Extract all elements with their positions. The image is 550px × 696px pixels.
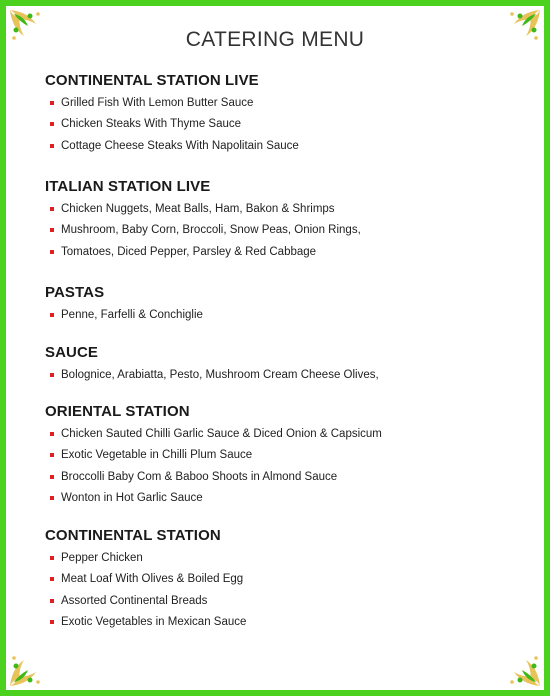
list-item	[45, 368, 524, 383]
list-item	[45, 96, 524, 111]
section-heading: ORIENTAL STATION	[45, 403, 190, 420]
bullet-icon	[50, 599, 54, 603]
item-text: Penne, Farfelli & Conchiglie	[61, 309, 203, 321]
menu-section	[45, 284, 524, 329]
bullet-icon	[50, 577, 54, 581]
list-item	[45, 308, 524, 323]
item-text: Bolognice, Arabiatta, Pesto, Mushroom Cream Cheese Olives,	[61, 369, 379, 381]
menu-section	[45, 403, 524, 513]
bullet-icon	[50, 453, 54, 457]
menu-section	[45, 178, 524, 266]
bullet-icon	[50, 313, 54, 317]
list-item	[45, 448, 524, 463]
section-heading: CONTINENTAL STATION LIVE	[45, 72, 259, 89]
list-item	[45, 139, 524, 154]
item-list	[45, 308, 524, 323]
section-heading: ITALIAN STATION LIVE	[45, 178, 211, 195]
bullet-icon	[50, 432, 54, 436]
menu-section	[45, 527, 524, 637]
bullet-icon	[50, 620, 54, 624]
list-item	[45, 572, 524, 587]
item-list	[45, 551, 524, 630]
item-text: Exotic Vegetables in Mexican Sauce	[61, 616, 247, 629]
section-heading: SAUCE	[45, 344, 99, 361]
item-text: Broccolli Baby Com & Baboo Shoots in Almond Sauce	[61, 470, 338, 483]
menu-section	[45, 344, 524, 389]
list-item	[45, 245, 524, 260]
bullet-icon	[50, 144, 54, 148]
list-item	[45, 117, 524, 132]
item-text: Mushroom, Baby Corn, Broccoli, Snow Peas, Onion Rings,	[61, 224, 361, 237]
item-text: Cottage Cheese Steaks With Napolitain Sauce	[61, 139, 299, 152]
corner-ornament-icon	[502, 648, 542, 688]
list-item	[45, 470, 524, 485]
item-list	[45, 202, 524, 260]
item-text: Pepper Chicken	[61, 552, 143, 564]
bullet-icon	[50, 122, 54, 126]
item-text: Exotic Vegetable in Chilli Plum Sauce	[61, 449, 253, 462]
bullet-icon	[50, 373, 54, 377]
list-item	[45, 615, 524, 630]
list-item	[45, 551, 524, 566]
item-list	[45, 427, 524, 506]
bullet-icon	[50, 250, 54, 254]
section-heading: CONTINENTAL STATION	[45, 527, 221, 544]
item-text: Assorted Continental Breads	[61, 594, 208, 607]
bullet-icon	[50, 556, 54, 560]
item-list	[45, 96, 524, 154]
bullet-icon	[50, 207, 54, 211]
list-item	[45, 427, 524, 442]
bullet-icon	[50, 475, 54, 479]
item-text: Wonton in Hot Garlic Sauce	[61, 492, 203, 505]
item-text: Chicken Steaks With Thyme Sauce	[61, 118, 242, 131]
item-text: Grilled Fish With Lemon Butter Sauce	[61, 97, 254, 109]
corner-ornament-icon	[8, 648, 48, 688]
item-text: Chicken Sauted Chilli Garlic Sauce & Diced Onion & Capsicum	[61, 428, 382, 440]
bullet-icon	[50, 228, 54, 232]
item-text: Meat Loaf With Olives & Boiled Egg	[61, 573, 244, 586]
bullet-icon	[50, 496, 54, 500]
item-text: Tomatoes, Diced Pepper, Parsley & Red Cabbage	[61, 245, 317, 258]
list-item	[45, 223, 524, 238]
list-item	[45, 491, 524, 506]
item-text: Chicken Nuggets, Meat Balls, Ham, Bakon & Shrimps	[61, 203, 335, 215]
bullet-icon	[50, 101, 54, 105]
section-heading: PASTAS	[45, 284, 105, 301]
list-item	[45, 202, 524, 217]
item-list	[45, 368, 524, 383]
page-title: CATERING MENU	[185, 28, 365, 51]
menu-section	[45, 72, 524, 160]
list-item	[45, 594, 524, 609]
